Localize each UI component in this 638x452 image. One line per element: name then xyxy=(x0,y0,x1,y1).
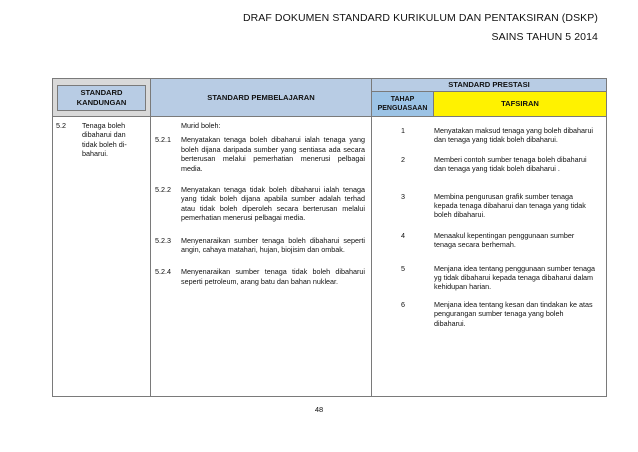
prestasi-level: 2 xyxy=(401,154,405,164)
header-tahap-label: TAHAP PENGUASAAN xyxy=(377,96,428,112)
prestasi-row xyxy=(372,231,606,250)
standards-table xyxy=(52,78,607,397)
pembelajaran-code: 5.2.3 xyxy=(155,235,171,245)
pembelajaran-code: 5.2.1 xyxy=(155,135,171,145)
prestasi-level: 6 xyxy=(401,299,405,309)
prestasi-row xyxy=(372,264,606,292)
prestasi-text: Menjana idea tentang penggunaan sumber tenaga yg tidak dibaharui kepada tenaga dibaharui dalam kehidupan harian. xyxy=(434,263,596,292)
kandungan-cell xyxy=(53,117,151,397)
header-kandungan-cell xyxy=(53,79,151,117)
prestasi-text: Menjana idea tentang kesan dan tindakan ke atas pengurangan sumber tenaga yang boleh dibaharui. xyxy=(434,299,593,328)
pembelajaran-text: Menyatakan tenaga boleh dibaharui ialah tenaga yang boleh dijana daripada sumber yang sentiasa ada secara berterusan melalui pemerhatian menerusi pelbagai media. xyxy=(181,135,365,173)
prestasi-level: 1 xyxy=(401,126,405,135)
header-tafsiran-label: TAFSIRAN xyxy=(501,99,539,109)
pembelajaran-item xyxy=(155,185,365,223)
document-title: DRAF DOKUMEN STANDARD KURIKULUM DAN PENTAKSIRAN (DSKP) xyxy=(242,12,598,24)
pembelajaran-text: Menyatakan tenaga tidak boleh dibaharui ialah tenaga yang tidak boleh dijana apabila sumber adalah terhad atau tidak boleh diperoleh secara berterusan melalui pemerhatian menerusi pelbagai media. xyxy=(181,185,365,223)
prestasi-row xyxy=(372,300,606,328)
header-pembelajaran xyxy=(151,79,372,117)
pembelajaran-code: 5.2.2 xyxy=(155,185,171,195)
kandungan-code: 5.2 xyxy=(56,121,66,130)
pembelajaran-text: Menyenaraikan sumber tenaga tidak boleh dibaharui seperti petroleum, arang batu dan bahan nuklear. xyxy=(181,267,365,286)
prestasi-text: Memberi contoh sumber tenaga boleh dibaharui dan tenaga yang tidak boleh dibaharui . xyxy=(434,154,587,174)
prestasi-cell xyxy=(372,117,607,397)
pembelajaran-code: 5.2.4 xyxy=(155,267,171,277)
prestasi-level: 5 xyxy=(401,263,405,273)
header-prestasi-label: STANDARD PRESTASI xyxy=(448,80,530,90)
prestasi-text: Menaakul kepentingan penggunaan sumber tenaga secara berhemah. xyxy=(434,230,575,250)
kandungan-text: Tenaga boleh dibaharui dan tidak boleh di-baharui. xyxy=(82,121,127,159)
header-kandungan: STANDARD KANDUNGAN xyxy=(57,85,146,111)
prestasi-level: 3 xyxy=(401,191,405,201)
document-subtitle: SAINS TAHUN 5 2014 xyxy=(491,31,598,43)
pembelajaran-text: Menyenaraikan sumber tenaga boleh dibaharui seperti angin, cahaya matahari, hujan, biojisim dan ombak. xyxy=(181,235,365,255)
pembelajaran-item xyxy=(155,135,365,173)
pembelajaran-intro: Murid boleh: xyxy=(181,121,221,130)
prestasi-text: Menyatakan maksud tenaga yang boleh dibaharui dan tenaga yang tidak boleh dibaharui. xyxy=(434,126,594,145)
page-number: 48 xyxy=(314,405,324,414)
prestasi-row xyxy=(372,155,606,174)
header-tafsiran xyxy=(434,92,607,117)
prestasi-text: Membina pengurusan grafik sumber tenaga kepada tenaga dibaharui dan tenaga yang tidak boleh dibaharui. xyxy=(434,191,586,220)
header-prestasi xyxy=(372,79,607,92)
header-pembelajaran-label: STANDARD PEMBELAJARAN xyxy=(207,92,315,102)
prestasi-row xyxy=(372,126,606,145)
prestasi-level: 4 xyxy=(401,230,405,240)
header-tahap xyxy=(372,92,434,117)
pembelajaran-item xyxy=(155,236,365,255)
pembelajaran-item xyxy=(155,267,365,286)
pembelajaran-cell xyxy=(151,117,372,397)
pembelajaran-intro-row xyxy=(155,121,365,130)
prestasi-row xyxy=(372,192,606,220)
